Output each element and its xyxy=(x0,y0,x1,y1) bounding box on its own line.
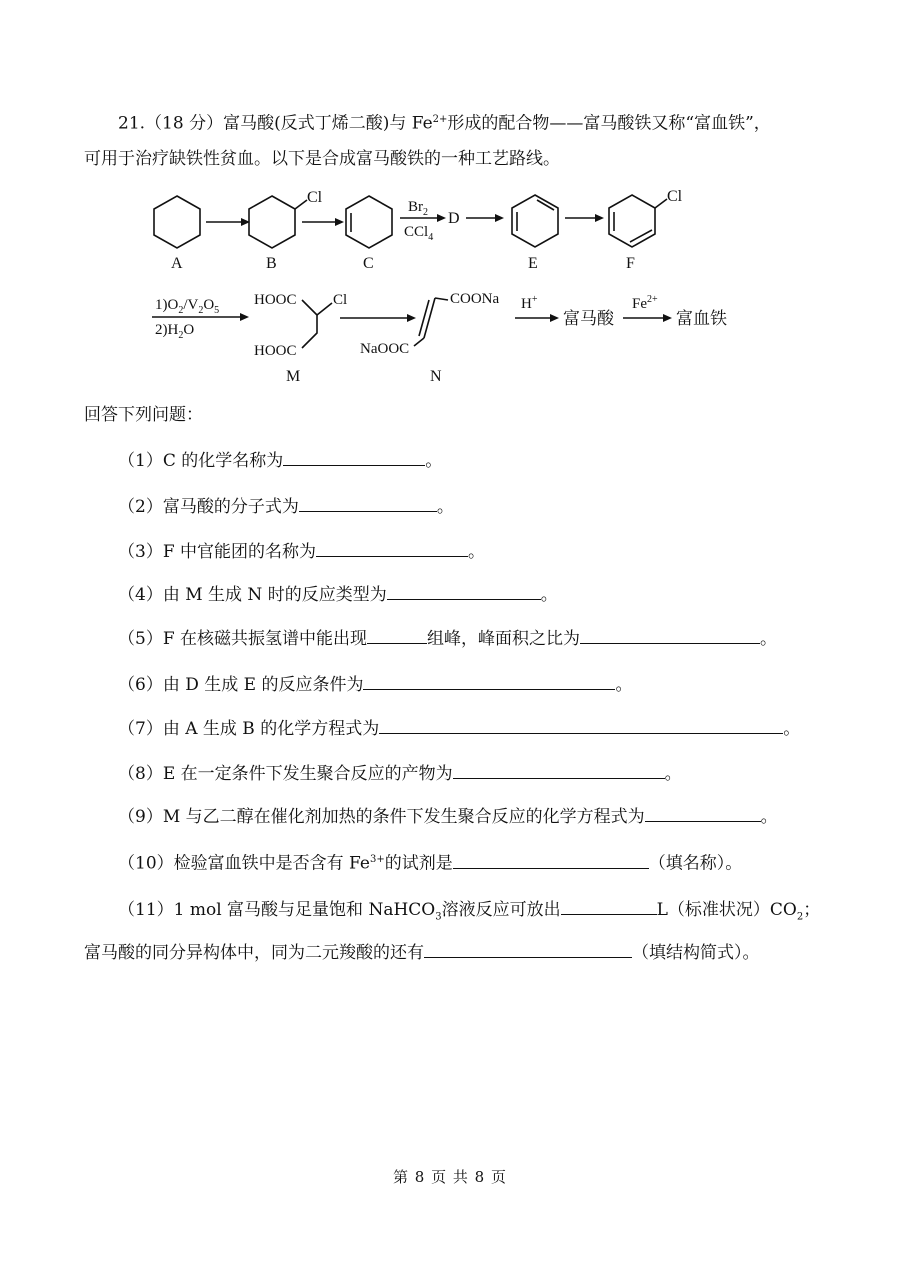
fe-charge: 2+ xyxy=(432,114,448,125)
reagent-br2: $Br_2$ xyxy=(408,199,428,218)
arrowhead-c-d xyxy=(437,214,446,222)
m-hooc-bottom: HOOC xyxy=(254,343,297,359)
answer-blank-10[interactable] xyxy=(453,850,649,869)
molecule-c-ring xyxy=(346,196,392,248)
n-coona: COONa xyxy=(450,291,500,307)
question-11: （11）1 mol 富马酸与足量饱和 NaHCO$_3$溶液反应可放出 L（标准状况）$CO_2$； xyxy=(118,896,820,929)
label-b: B xyxy=(266,255,277,272)
answer-blank-11b[interactable] xyxy=(424,939,632,958)
answer-blank-8[interactable] xyxy=(453,760,665,779)
b-cl: Cl xyxy=(307,189,323,206)
reagent-o2-v2o5: $1)O_2/V_2O_5$ xyxy=(155,297,220,316)
arrowhead-d-e xyxy=(495,214,504,222)
molecule-m-cl-bond xyxy=(317,303,332,315)
arrowhead-e-f xyxy=(595,214,604,222)
molecule-f-cl-bond xyxy=(655,199,667,208)
molecule-e-ring xyxy=(512,195,558,247)
molecule-b-ring xyxy=(249,196,295,248)
question-2: （2）富马酸的分子式为 。 xyxy=(118,493,454,519)
intro-text-a: 21.（18 分）富马酸(反式丁烯二酸)与 Fe xyxy=(118,113,433,134)
answer-blank-5b[interactable] xyxy=(580,625,760,644)
answer-blank-4[interactable] xyxy=(387,581,541,600)
answer-blank-3[interactable] xyxy=(316,538,468,557)
answer-intro: 回答下列问题： xyxy=(84,405,203,425)
question-5: （5）F 在核磁共振氢谱中能出现 组峰，峰面积之比为 。 xyxy=(118,625,777,651)
molecule-a-ring xyxy=(154,196,200,248)
answer-blank-6[interactable] xyxy=(363,671,615,690)
question-9: （9）M 与乙二醇在催化剂加热的条件下发生聚合反应的化学方程式为 。 xyxy=(118,803,778,829)
arrowhead-b-c xyxy=(335,218,344,226)
question-intro-line2: 可用于治疗缺铁性贫血。以下是合成富马酸铁的一种工艺路线。 xyxy=(84,149,560,169)
product-iron-fumarate: 富血铁 xyxy=(676,309,727,328)
question-7: （7）由 A 生成 B 的化学方程式为 。 xyxy=(118,715,800,741)
question-3: （3）F 中官能团的名称为 。 xyxy=(118,538,485,564)
molecule-b-cl-bond xyxy=(295,200,307,209)
answer-blank-7[interactable] xyxy=(379,715,783,734)
molecule-n-double-bond-b xyxy=(419,300,429,336)
label-a: A xyxy=(171,255,183,272)
arrowhead-m-n xyxy=(407,314,416,322)
reagent-ccl4: CCl$_4$ xyxy=(404,224,434,243)
arrowhead-oxidation xyxy=(240,313,249,321)
question-11-part-2: 富马酸的同分异构体中，同为二元羧酸的还有 （填结构简式）。 xyxy=(84,939,760,965)
label-m: M xyxy=(286,368,301,385)
reagent-h2o: $2)H_2O$ xyxy=(155,322,195,341)
question-10: （10）检验富血铁中是否含有 $Fe^{3+}$的试剂是 （填名称）。 xyxy=(118,848,742,876)
m-cl: Cl xyxy=(333,292,348,308)
molecule-f-ring xyxy=(609,195,655,247)
question-4: （4）由 M 生成 N 时的反应类型为 。 xyxy=(118,581,558,607)
molecule-f-double-bond-2 xyxy=(630,230,652,242)
arrowhead-complexation xyxy=(663,314,672,322)
answer-blank-1[interactable] xyxy=(283,447,425,466)
synthesis-scheme xyxy=(0,0,900,400)
question-8: （8）E 在一定条件下发生聚合反应的产物为 。 xyxy=(118,760,682,786)
label-c: C xyxy=(363,255,374,272)
answer-blank-5a[interactable] xyxy=(367,625,427,644)
question-6: （6）由 D 生成 E 的反应条件为 。 xyxy=(118,671,632,697)
m-hooc-top: HOOC xyxy=(254,292,297,308)
molecule-n-bond-top xyxy=(435,298,448,300)
molecule-n-bond-bottom xyxy=(414,338,424,346)
page-footer: 第 8 页 共 8 页 xyxy=(393,1168,507,1186)
n-naooc: NaOOC xyxy=(360,341,410,357)
f-cl: Cl xyxy=(667,188,683,205)
arrowhead-acidify xyxy=(550,314,559,322)
answer-blank-11a[interactable] xyxy=(561,896,657,915)
intro-text-b: 形成的配合物——富马酸铁又称“富血铁”， xyxy=(447,113,771,134)
label-n: N xyxy=(430,368,442,385)
reagent-h-plus: H+ xyxy=(521,294,538,312)
molecule-m-skeleton xyxy=(302,300,317,348)
label-f: F xyxy=(626,255,635,272)
question-1: （1）C 的化学名称为 。 xyxy=(118,447,442,473)
product-fumaric-acid: 富马酸 xyxy=(563,309,614,328)
molecule-n-double-bond-a xyxy=(424,298,435,338)
label-e: E xyxy=(528,255,538,272)
label-d: D xyxy=(448,210,460,227)
answer-blank-9[interactable] xyxy=(645,803,761,822)
answer-blank-2[interactable] xyxy=(299,493,437,512)
reagent-fe2: $Fe^{2+}$ xyxy=(632,294,658,312)
